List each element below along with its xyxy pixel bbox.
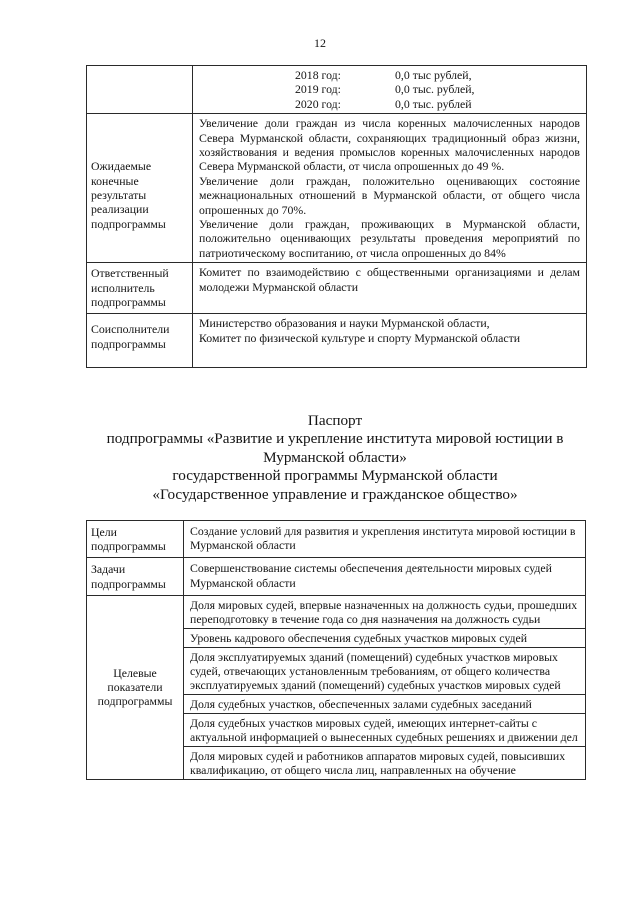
indicator-item: Доля мировых судей, впервые назначенных на должность судьи, прошедших переподготовку в течение года со дня назначения на должность судьи — [184, 596, 585, 629]
responsible-executor-row — [87, 263, 587, 314]
expected-results-label — [87, 114, 193, 263]
indicator-item: Доля судебных участков, обеспеченных залами судебных заседаний — [184, 695, 585, 714]
tasks-label: Задачи подпрограммы — [87, 558, 184, 595]
funding-line — [199, 97, 580, 111]
result-paragraph: Увеличение доли граждан из числа коренных малочисленных народов Севера Мурманской области, сохраняющих традиционный образ жизни, хозяйствования и ведения промыслов коренных малочисленных народов Севера Мурманской области, от числа опрошенных до 49 %. — [199, 116, 580, 174]
indicator-item: Доля судебных участков мировых судей, имеющих интернет-сайты с актуальной информацией о вынесенных судебных решениях и движении дел — [184, 714, 585, 747]
indicator-item: Доля эксплуатируемых зданий (помещений) судебных участков мировых судей, отвечающих установленным требованиям, от общего количества эксплуатируемых зданий (помещений) судебных участков мировых судей — [184, 648, 585, 695]
tasks-content: Совершенствование системы обеспечения деятельности мировых судей Мурманской области — [184, 558, 586, 595]
result-paragraph: Увеличение доли граждан, положительно оценивающих состояние межнациональных отношений в Мурманской области, от общего числа опрошенных до 70%. — [199, 173, 580, 217]
funding-amount: 0,0 тыс. рублей — [395, 96, 472, 111]
co-executor-line: Министерство образования и науки Мурманской области, — [199, 316, 490, 331]
tasks-row — [87, 558, 586, 595]
responsible-executor-content: Комитет по взаимодействию с общественными организациями и делам молодежи Мурманской области — [193, 263, 587, 314]
goals-row — [87, 521, 586, 558]
page-number: 12 — [314, 36, 326, 50]
goals-content: Создание условий для развития и укрепления института мировой юстиции в Мурманской области — [184, 521, 586, 558]
indicators-content — [184, 595, 586, 779]
funding-line — [199, 68, 580, 82]
funding-year: 2020 год: — [295, 96, 341, 111]
funding-label-cell — [87, 66, 193, 114]
passport-title-line: Паспорт — [307, 412, 363, 429]
funding-year: 2019 год: — [295, 82, 341, 97]
co-executors-label: Соисполнители подпрограммы — [87, 314, 193, 368]
indicators-row — [87, 595, 586, 779]
indicators-label: Целевые показатели подпрограммы — [87, 595, 184, 779]
co-executors-row — [87, 314, 587, 368]
funding-line — [199, 82, 580, 96]
passport-program-name-line: «Государственное управление и гражданское общество» — [152, 485, 518, 503]
goals-label: Цели подпрограммы — [87, 521, 184, 558]
funding-year: 2018 год: — [295, 68, 341, 82]
passport-table — [86, 520, 586, 780]
passport-subtitle-line: подпрограммы «Развитие и укрепление института мировой юстиции в Мурманской области» — [106, 430, 564, 466]
funding-amount: 0,0 тыс рублей, — [395, 68, 472, 82]
co-executors-content — [193, 314, 587, 368]
result-paragraph: Увеличение доли граждан, проживающих в Мурманской области, положительно оценивающих результаты проведения мероприятий по патриотическому воспитанию, от числа опрошенных до 84% — [199, 217, 580, 260]
responsible-executor-label: Ответственный исполнитель подпрограммы — [87, 263, 193, 314]
funding-row — [87, 66, 587, 114]
funding-cell — [193, 66, 587, 114]
funding-amount: 0,0 тыс. рублей, — [395, 82, 475, 97]
expected-results-label-text: Ожидаемые конечные результаты реализации подпрограммы — [91, 159, 166, 231]
subprogram-table-continued — [86, 65, 587, 368]
expected-results-row — [87, 114, 587, 263]
passport-program-line: государственной программы Мурманской области — [172, 467, 498, 485]
indicator-item: Уровень кадрового обеспечения судебных участков мировых судей — [184, 629, 585, 648]
co-executor-line: Комитет по физической культуре и спорту Мурманской области — [199, 330, 521, 345]
expected-results-content — [193, 114, 587, 263]
indicator-item: Доля мировых судей и работников аппаратов мировых судей, повысивших квалификацию, от общего числа лиц, направленных на обучение — [190, 748, 566, 777]
passport-heading — [80, 412, 590, 504]
